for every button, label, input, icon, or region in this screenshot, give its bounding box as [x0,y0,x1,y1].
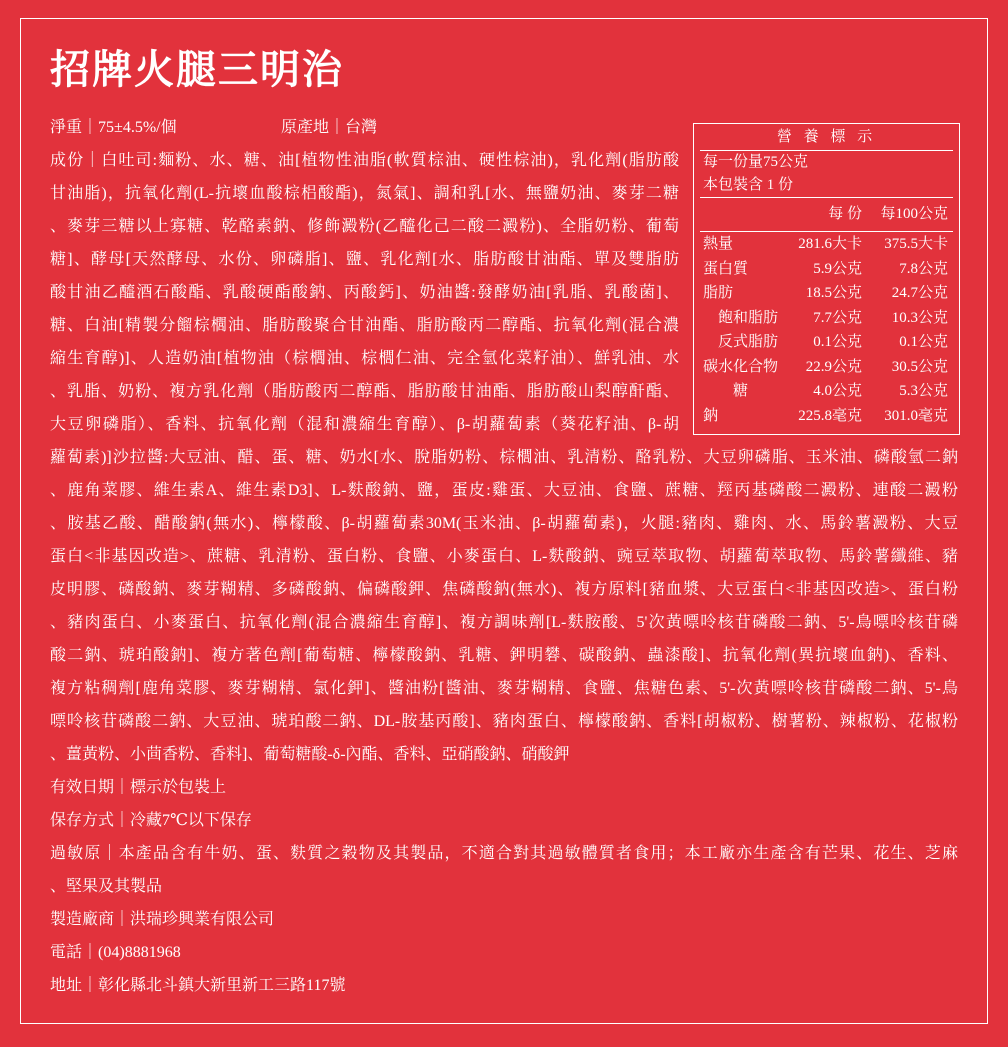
ingredients-line-4: 糖]、酵母[天然酵母、水份、卵磷脂]、鹽、乳化劑[水、脂肪酸甘油酯、單及雙脂肪 [50,251,679,268]
nutrition-row-trans-fat [694,330,959,355]
per-100g-value: 301.0毫克 [884,407,948,424]
ingredients-line-18: 嘌呤核苷磷酸二鈉、大豆油、琥珀酸二鈉、DL-胺基丙酸]、豬肉蛋白、檸檬酸鈉、香料[胡椒粉、樹薯粉、辣椒粉、花椒粉 [50,713,958,730]
allergen-text: 本產品含有牛奶、蛋、麩質之穀物及其製品，不適合對其過敏體質者食用；本工廠亦生產含有芒果、花生、芝麻 [118,845,958,862]
ingredients-line-17: 複方粘稠劑[鹿角菜膠、麥芽糊精、氯化鉀]、醬油粉[醬油、麥芽糊精、食鹽、焦糖色素、5'-次黃嘌呤核苷磷酸二鈉、5'-鳥 [50,680,958,697]
per-100g-value: 375.5大卡 [884,236,948,252]
ingredients-line-14: 皮明膠、磷酸鈉、麥芽糊精、多磷酸鈉、偏磷酸鉀、焦磷酸鈉(無水)、複方原料[豬血漿、大豆蛋白<非基因改造>、蛋白粉 [50,581,958,598]
nutrition-title: 營 養 標 示 [776,129,877,145]
label-separator: ｜ [101,845,119,862]
per-serving-value: 225.8毫克 [798,407,862,424]
manufacturer-value: 洪瑞珍興業有限公司 [130,911,275,928]
nutrient-label: 反式脂肪 [718,334,779,350]
shelf-life-value: 標示於包裝上 [130,779,227,796]
manufacturer-line [50,903,958,936]
per-100g-value: 10.3公克 [891,309,948,326]
per-serving-value: 5.9公克 [813,260,862,277]
allergen-line-2: 、堅果及其製品 [50,878,163,895]
per-serving-value: 0.1公克 [813,334,862,350]
nutrient-label: 脂肪 [703,285,734,301]
label-separator: ｜ [114,911,131,928]
nutrient-label: 飽和脂肪 [718,309,779,326]
per-100g-value: 30.5公克 [891,358,948,375]
nutrient-label: 蛋白質 [703,260,749,277]
ingredients-line-13: 蛋白<非基因改造>、蔗糖、乳清粉、蛋白粉、食鹽、小麥蛋白、L-麩酸鈉、豌豆萃取物、胡蘿蔔萃取物、馬鈴薯纖維、豬 [50,548,958,565]
ingredients-text: 白吐司:麵粉、水、糖、油[植物性油脂(軟質棕油、硬性棕油)，乳化劑(脂肪酸 [101,152,679,169]
ingredients-label: 成份 [50,152,85,169]
per-serving-value: 7.7公克 [813,309,862,326]
serving-size: 每一份量75公克 [703,154,809,170]
ingredients-line-9: 大豆卵磷脂）、香料、抗氧化劑（混和濃縮生育醇）、β-胡蘿蔔素（葵花籽油、β-胡 [50,416,679,433]
nutrition-row-protein [694,257,959,282]
phone-value: (04)8881968 [98,944,181,961]
address-line [50,969,958,1002]
allergen-line-1 [50,837,958,870]
column-per-100g: 每100公克 [880,206,948,222]
nutrient-label: 熱量 [703,236,734,252]
label-separator: ｜ [114,779,131,796]
nutrition-row-fat [694,281,959,306]
nutrient-label: 碳水化合物 [703,358,779,375]
nutrition-row-sodium [694,404,959,429]
shelf-life-line [50,771,958,804]
serving-info [694,151,959,197]
allergen-label: 過敏原 [50,845,102,862]
ingredients-line-2: 甘油脂)，抗氧化劑(L-抗壞血酸棕梠酸酯)，氮氣]、調和乳[水、無鹽奶油、麥芽二糖 [50,185,679,202]
nutrition-row-energy [694,232,959,257]
phone-line [50,936,958,969]
ingredients-line-8: 、乳脂、奶粉、複方乳化劑（脂肪酸丙二醇酯、脂肪酸甘油酯、脂肪酸山梨醇酐酯、 [50,383,679,400]
nutrition-row-saturated-fat [694,306,959,331]
nutrition-row-sugar [694,379,959,404]
address-label: 地址 [50,977,83,994]
per-100g-value: 7.8公克 [899,260,948,277]
label-separator: ｜ [84,152,102,169]
per-serving-value: 18.5公克 [805,285,862,301]
origin-value: 台灣 [345,119,378,136]
per-100g-value: 0.1公克 [899,334,948,350]
shelf-life-label: 有效日期 [50,779,115,796]
label-separator: ｜ [82,977,99,994]
origin [281,111,377,144]
ingredients-line-11: 、鹿角菜膠、維生素A、維生素D3]、L-麩酸鈉、鹽，蛋皮:雞蛋、大豆油、食鹽、蔗糖、羥丙基磷酸二澱粉、連酸二澱粉 [50,482,958,499]
nutrient-label: 糖 [733,383,749,399]
storage-label: 保存方式 [50,812,115,829]
servings-per-package: 本包裝含 1 份 [703,177,794,193]
storage-line [50,804,958,837]
ingredients-line-3: 、麥芽三糖以上寡糖、乾酪素鈉、修飾澱粉(乙醯化己二酸二澱粉)、全脂奶粉、葡萄 [50,218,679,235]
ingredients-line-12: 、胺基乙酸、醋酸鈉(無水)、檸檬酸、β-胡蘿蔔素30M(玉米油、β-胡蘿蔔素)，火腿:豬肉、雞肉、水、馬鈴薯澱粉、大豆 [50,515,958,532]
label-separator: ｜ [82,119,99,136]
per-100g-value: 24.7公克 [891,285,948,301]
manufacturer-label: 製造廠商 [50,911,115,928]
ingredients-line-5: 酸甘油乙醯酒石酸酯、乳酸硬酯酸鈉、丙酸鈣]、奶油醬:發酵奶油[乳脂、乳酸菌]、 [50,284,679,301]
phone-label: 電話 [50,944,83,961]
label-separator: ｜ [329,119,346,136]
nutrition-facts-panel [693,123,960,435]
nutrient-label: 鈉 [703,407,719,424]
column-per-serving: 每 份 [828,206,862,222]
per-serving-value: 281.6大卡 [798,236,862,252]
nutrition-column-header [694,198,959,231]
net-weight-value: 75±4.5%/個 [98,119,177,136]
label-separator: ｜ [114,812,131,829]
ingredients-line-7: 縮生育醇)]、人造奶油[植物油（棕櫚油、棕櫚仁油、完全氫化菜籽油）、鮮乳油、水 [50,350,679,367]
per-100g-value: 5.3公克 [899,383,948,399]
nutrition-row-carbohydrate [694,355,959,380]
storage-value: 冷藏7℃以下保存 [130,812,252,829]
product-title: 招牌火腿三明治 [50,47,344,92]
ingredients-line-16: 酸二鈉、琥珀酸鈉]、複方著色劑[葡萄糖、檸檬酸鈉、乳糖、鉀明礬、碳酸鈉、蟲漆酸]、抗氧化劑(異抗壞血鈉)、香料、 [50,647,958,664]
ingredients-line-19: 、薑黃粉、小茴香粉、香料]、葡萄糖酸-δ-內酯、香料、亞硝酸鈉、硝酸鉀 [50,746,570,763]
ingredients-line-15: 、豬肉蛋白、小麥蛋白、抗氧化劑(混合濃縮生育醇]、複方調味劑[L-麩胺酸、5'次黃嘌呤核苷磷酸二鈉、5'-鳥嘌呤核苷磷 [50,614,958,631]
label-separator: ｜ [82,944,99,961]
per-serving-value: 4.0公克 [813,383,862,399]
net-weight-label: 淨重 [50,119,83,136]
per-serving-value: 22.9公克 [805,358,862,375]
address-value: 彰化縣北斗鎮大新里新工三路117號 [98,977,346,994]
ingredients-line-10: 蘿蔔素)]沙拉醬:大豆油、醋、蛋、糖、奶水[水、脫脂奶粉、棕櫚油、乳清粉、酪乳粉、大豆卵磷脂、玉米油、磷酸氫二鈉 [50,449,958,466]
ingredients-line-6: 糖、白油[精製分餾棕櫚油、脂肪酸聚合甘油酯、脂肪酸丙二醇酯、抗氧化劑(混合濃 [50,317,679,334]
ingredients-line-1 [50,144,679,177]
origin-label: 原產地 [281,119,330,136]
